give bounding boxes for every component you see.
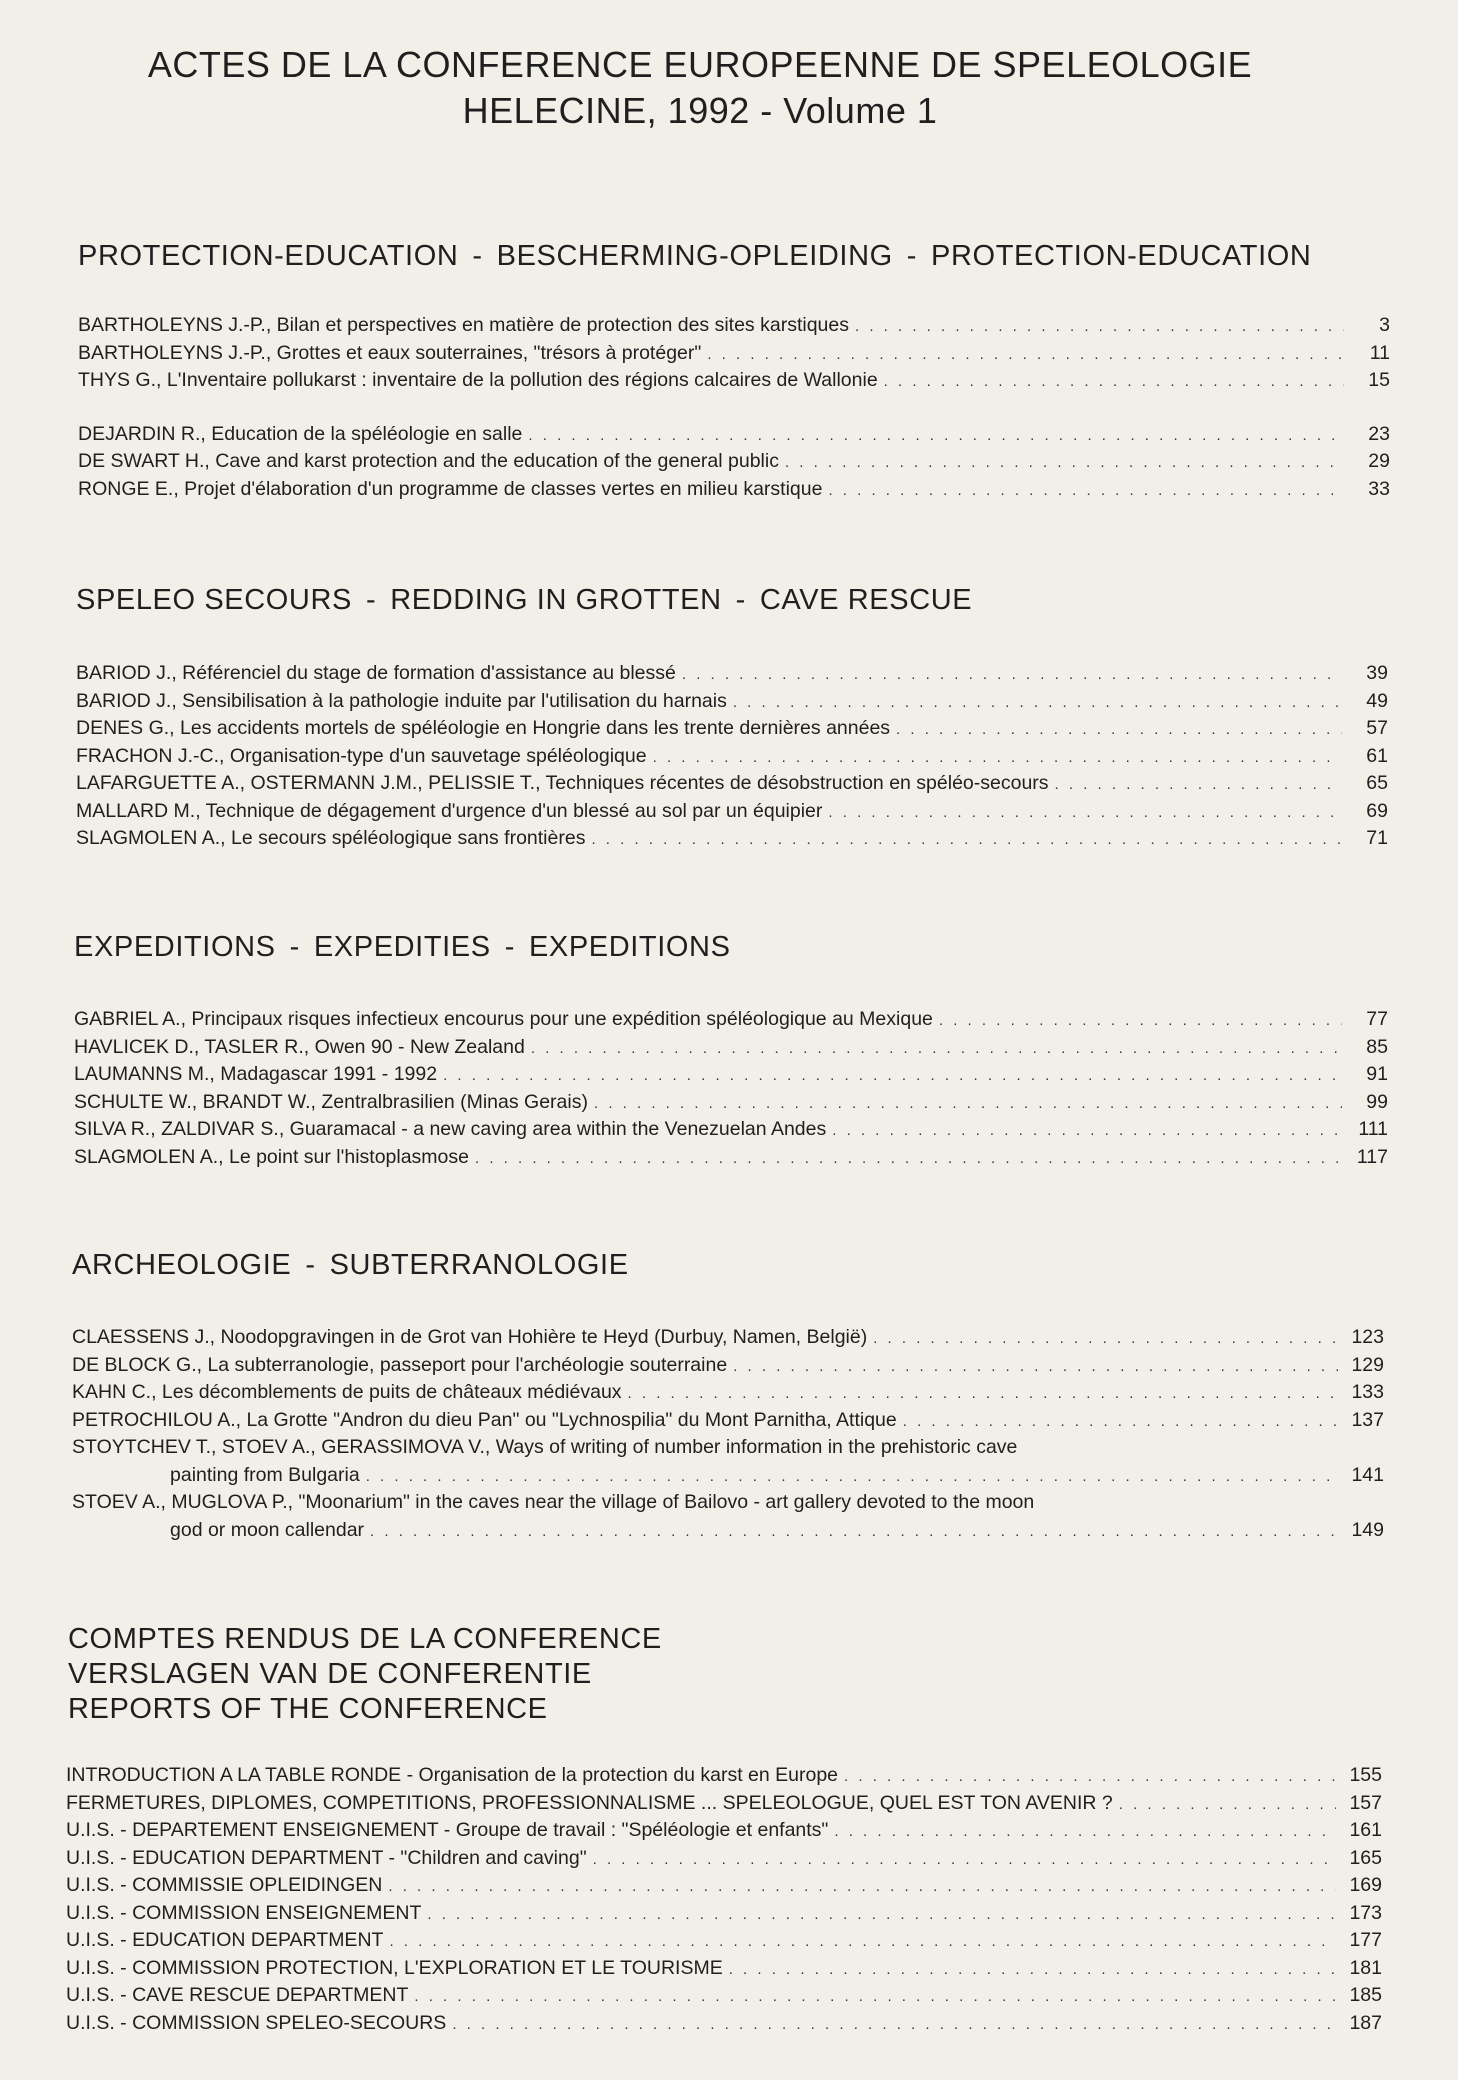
toc-entry: SLAGMOLEN A., Le point sur l'histoplasmose . . . 117: [74, 1144, 1388, 1172]
toc-entry: INTRODUCTION A LA TABLE RONDE - Organisation de la protection du karst en Europe . . . 155: [66, 1762, 1382, 1790]
toc-entry: SCHULTE W., BRANDT W., Zentralbrasilien (Minas Gerais) . . . 99: [74, 1089, 1388, 1117]
toc-entry: HAVLICEK D., TASLER R., Owen 90 - New Zealand . . . 85: [74, 1034, 1388, 1062]
toc-entry: U.I.S. - COMMISSION PROTECTION, L'EXPLORATION ET LE TOURISME . . . 181: [66, 1955, 1382, 1983]
toc-entry: GABRIEL A., Principaux risques infectieux encourus pour une expédition spéléologique au Mexique . . . 77: [74, 1006, 1388, 1034]
toc-entry: THYS G., L'Inventaire pollukarst : inventaire de la pollution des régions calcaires de Wallonie . . . 15: [78, 367, 1390, 395]
toc-entry: U.I.S. - EDUCATION DEPARTMENT . . . 177: [66, 1927, 1382, 1955]
toc-entry: U.I.S. - COMMISSION SPELEO-SECOURS . . . 187: [66, 2010, 1382, 2038]
toc-list-archeologie: [72, 1324, 1384, 1544]
toc-entry: LAUMANNS M., Madagascar 1991 - 1992 . . . 91: [74, 1061, 1388, 1089]
toc-entry: U.I.S. - COMMISSIE OPLEIDINGEN . . . 169: [66, 1872, 1382, 1900]
section-heading-expeditions: EXPEDITIONS - EXPEDITIES - EXPEDITIONS: [74, 931, 731, 963]
toc-entry: U.I.S. - COMMISSION ENSEIGNEMENT . . . 173: [66, 1900, 1382, 1928]
toc-entry: BARTHOLEYNS J.-P., Grottes et eaux souterraines, "trésors à protéger" . . . 11: [78, 340, 1390, 368]
toc-entry: U.I.S. - DEPARTEMENT ENSEIGNEMENT - Groupe de travail : "Spéléologie et enfants" . . . 161: [66, 1817, 1382, 1845]
section-heading-reports: COMPTES RENDUS DE LA CONFERENCE VERSLAGEN VAN DE CONFERENTIE REPORTS OF THE CONFERENCE: [68, 1623, 662, 1725]
toc-entry: PETROCHILOU A., La Grotte "Andron du dieu Pan" ou "Lychnospilia" du Mont Parnitha, Attique . . . 137: [72, 1407, 1384, 1435]
title-line-1: ACTES DE LA CONFERENCE EUROPEENNE DE SPELEOLOGIE: [147, 44, 1253, 85]
toc-entry: U.I.S. - EDUCATION DEPARTMENT - "Children and caving" . . . 165: [66, 1845, 1382, 1873]
toc-entry: SLAGMOLEN A., Le secours spéléologique sans frontières . . . 71: [76, 825, 1388, 853]
toc-entry: SILVA R., ZALDIVAR S., Guaramacal - a new caving area within the Venezuelan Andes . . . 111: [74, 1116, 1388, 1144]
toc-entry: RONGE E., Projet d'élaboration d'un programme de classes vertes en milieu karstique . . . 33: [78, 476, 1390, 504]
toc-entry: DE BLOCK G., La subterranologie, passeport pour l'archéologie souterraine . . . 129: [72, 1352, 1384, 1380]
toc-entry: DENES G., Les accidents mortels de spéléologie en Hongrie dans les trente dernières années . . . 57: [76, 715, 1388, 743]
title-line-2: HELECINE, 1992 - Volume 1: [462, 90, 938, 131]
toc-list-reports: [66, 1762, 1382, 2037]
toc-entry: BARIOD J., Référenciel du stage de formation d'assistance au blessé . . . 39: [76, 660, 1388, 688]
toc-entry-continuation: painting from Bulgaria . . . 141: [72, 1462, 1384, 1490]
toc-entry: FRACHON J.-C., Organisation-type d'un sauvetage spéléologique . . . 61: [76, 743, 1388, 771]
toc-list-expeditions: [74, 1006, 1388, 1171]
toc-list-protection: [78, 312, 1390, 503]
section-heading-protection: PROTECTION-EDUCATION - BESCHERMING-OPLEIDING - PROTECTION-EDUCATION: [78, 240, 1312, 272]
section-heading-rescue: SPELEO SECOURS - REDDING IN GROTTEN - CAVE RESCUE: [76, 584, 973, 616]
section-heading-archeologie: ARCHEOLOGIE - SUBTERRANOLOGIE: [72, 1249, 629, 1281]
document-title: [80, 42, 1320, 134]
toc-entry: STOYTCHEV T., STOEV A., GERASSIMOVA V., Ways of writing of number information in the prehistoric cave: [72, 1436, 1018, 1458]
toc-entry: MALLARD M., Technique de dégagement d'urgence d'un blessé au sol par un équipier . . . 69: [76, 798, 1388, 826]
toc-entry: BARTHOLEYNS J.-P., Bilan et perspectives en matière de protection des sites karstiques . . . 3: [78, 312, 1390, 340]
toc-entry: LAFARGUETTE A., OSTERMANN J.M., PELISSIE T., Techniques récentes de désobstruction en spéléo-secours . . . 65: [76, 770, 1388, 798]
toc-entry: U.I.S. - CAVE RESCUE DEPARTMENT . . . 185: [66, 1982, 1382, 2010]
toc-entry: BARIOD J., Sensibilisation à la pathologie induite par l'utilisation du harnais . . . 49: [76, 688, 1388, 716]
toc-entry: DEJARDIN R., Education de la spéléologie en salle . . . 23: [78, 421, 1390, 449]
toc-entry: KAHN C., Les décomblements de puits de châteaux médiévaux . . . 133: [72, 1379, 1384, 1407]
toc-entry: STOEV A., MUGLOVA P., "Moonarium" in the caves near the village of Bailovo - art gallery devoted to the moon: [72, 1491, 1035, 1513]
toc-entry-continuation: god or moon callendar . . . 149: [72, 1517, 1384, 1545]
toc-list-rescue: [76, 660, 1388, 853]
toc-entry: FERMETURES, DIPLOMES, COMPETITIONS, PROFESSIONNALISME ... SPELEOLOGUE, QUEL EST TON AVENIR ? . . . 157: [66, 1790, 1382, 1818]
toc-entry: CLAESSENS J., Noodopgravingen in de Grot van Hohière te Heyd (Durbuy, Namen, België) . . . 123: [72, 1324, 1384, 1352]
toc-entry: DE SWART H., Cave and karst protection and the education of the general public . . . 29: [78, 448, 1390, 476]
